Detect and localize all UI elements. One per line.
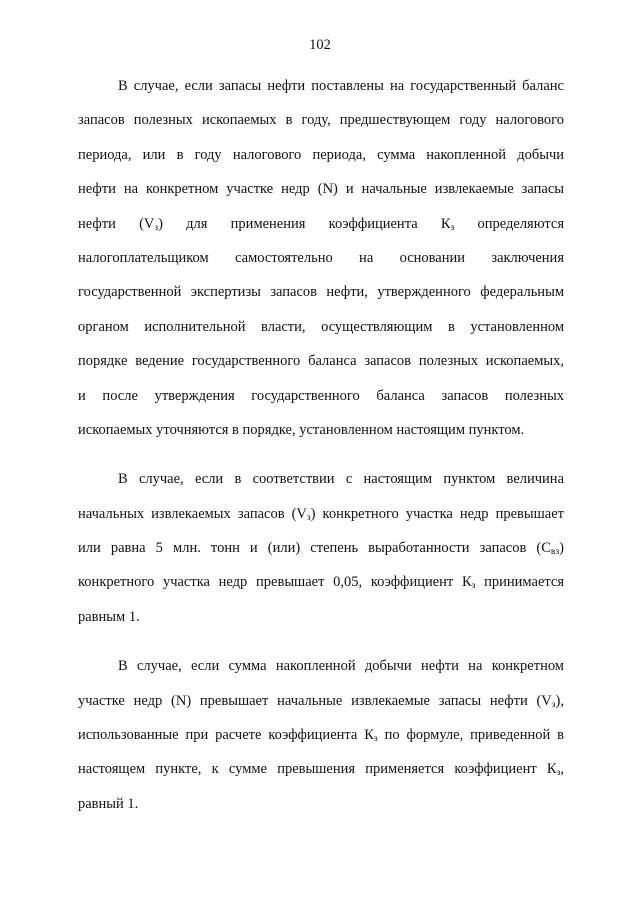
- text-segment: использованные при расчете коэффициента К: [78, 727, 374, 744]
- text-line: [78, 172, 564, 206]
- text-segment: ): [559, 540, 564, 557]
- text-segment: по формуле, приведенной в: [377, 727, 564, 744]
- text-segment: государственной экспертизы запасов нефти, утвержденного федеральным: [78, 284, 564, 301]
- text-segment: запасов полезных ископаемых в году, предшествующем году налогового: [78, 112, 564, 129]
- text-line: [78, 787, 564, 821]
- text-segment: принимается: [475, 574, 564, 591]
- text-segment: равным 1.: [78, 608, 140, 625]
- text-line: [78, 310, 564, 344]
- text-segment: конкретного участка недр превышает 0,05, коэффициент К: [78, 574, 472, 591]
- paragraph: [78, 649, 564, 821]
- text-line: [78, 531, 564, 565]
- page-number: 102: [309, 37, 331, 53]
- text-line: [78, 600, 564, 634]
- text-segment: участке недр (N) превышает начальные извлекаемые запасы нефти (V: [78, 692, 552, 709]
- text-line: [78, 718, 564, 752]
- text-segment: начальных извлекаемых запасов (V: [78, 505, 307, 522]
- text-line: [78, 103, 564, 137]
- text-line: [78, 497, 564, 531]
- subscript: з: [556, 768, 561, 779]
- text-line: [78, 275, 564, 309]
- subscript: з: [306, 512, 311, 523]
- text-segment: нефти (V: [78, 215, 155, 232]
- text-segment: В случае, если запасы нефти поставлены на государственный баланс: [118, 78, 564, 94]
- text-line: [78, 752, 564, 786]
- text-segment: периода, или в году налогового периода, сумма накопленной добычи: [78, 146, 564, 163]
- text-line: [78, 413, 564, 447]
- text-segment: порядке ведение государственного баланса запасов полезных ископаемых,: [78, 353, 564, 370]
- subscript: з: [471, 581, 476, 592]
- text-segment: налогоплательщиком самостоятельно на основании заключения: [78, 249, 564, 266]
- text-segment: ) для применения коэффициента К: [158, 215, 451, 232]
- text-line: [78, 207, 564, 241]
- paragraph: [78, 69, 564, 447]
- subscript: з: [373, 734, 378, 745]
- text-line: [78, 684, 564, 718]
- subscript: з: [154, 222, 159, 233]
- text-segment: В случае, если сумма накопленной добычи нефти на конкретном: [118, 658, 564, 675]
- paragraph: [78, 462, 564, 634]
- text-segment: ),: [555, 692, 564, 709]
- text-segment: или равна 5 млн. тонн и (или) степень выработанности запасов (С: [78, 540, 551, 557]
- text-line: [78, 69, 564, 103]
- text-segment: равный 1.: [78, 795, 139, 812]
- text-line: [78, 379, 564, 413]
- text-line: [78, 241, 564, 275]
- text-line: [78, 138, 564, 172]
- text-segment: В случае, если в соответствии с настоящим пунктом величина: [118, 471, 564, 488]
- text-line: [78, 344, 564, 378]
- text-segment: настоящем пункте, к сумме превышения применяется коэффициент К: [78, 761, 557, 778]
- text-segment: нефти на конкретном участке недр (N) и начальные извлекаемые запасы: [78, 181, 564, 198]
- text-segment: определяются: [454, 215, 564, 232]
- text-segment: ) конкретного участка недр превышает: [310, 505, 564, 522]
- body-text: [78, 69, 564, 821]
- text-segment: ископаемых уточняются в порядке, установленном настоящим пунктом.: [78, 421, 525, 438]
- subscript: з: [450, 222, 455, 233]
- text-line: [78, 649, 564, 683]
- text-segment: ,: [560, 761, 564, 778]
- subscript: вз: [550, 547, 560, 558]
- text-line: [78, 565, 564, 599]
- text-line: [78, 462, 564, 496]
- subscript: з: [551, 699, 556, 710]
- text-segment: и после утверждения государственного баланса запасов полезных: [78, 387, 564, 404]
- text-segment: органом исполнительной власти, осуществляющим в установленном: [78, 318, 564, 335]
